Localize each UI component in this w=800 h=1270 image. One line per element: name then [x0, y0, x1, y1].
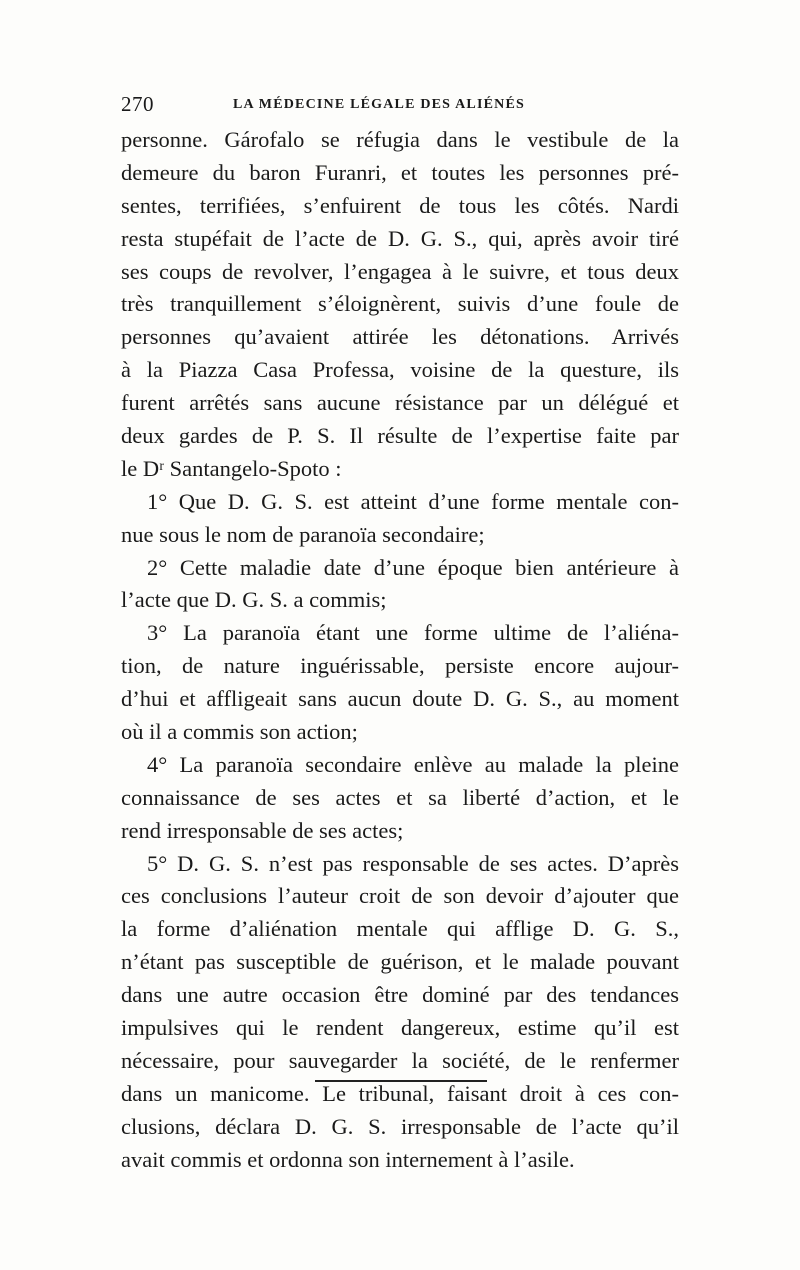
- text-line: impulsives qui le rendent dangereux, estime qu’il est: [121, 1015, 679, 1041]
- text-line: dans une autre occasion être dominé par des tendances: [121, 982, 679, 1008]
- text-line: 1° Que D. G. S. est atteint d’une forme mentale con-: [147, 488, 679, 514]
- text-line: ces conclusions l’auteur croit de son devoir d’ajouter que: [121, 883, 679, 909]
- text-line: avait commis et ordonna son internement à l’asile.: [121, 1146, 575, 1172]
- text-line: personnes qu’avaient attirée les détonations. Arrivés: [121, 324, 679, 350]
- text-line: très tranquillement s’éloignèrent, suivis d’une foule de: [121, 291, 679, 317]
- text-line: demeure du baron Furanri, et toutes les personnes pré-: [121, 159, 679, 185]
- text-line: à la Piazza Casa Professa, voisine de la questure, ils: [121, 357, 679, 383]
- text-line: resta stupéfait de l’acte de D. G. S., qui, après avoir tiré: [121, 225, 679, 251]
- text-line: 3° La paranoïa étant une forme ultime de l’aliéna-: [147, 620, 679, 646]
- text-line: 5° D. G. S. n’est pas responsable de ses actes. D’après: [147, 850, 679, 876]
- page-number: 270: [121, 92, 154, 116]
- text-line: l’acte que D. G. S. a commis;: [121, 587, 387, 613]
- page-header: [121, 92, 679, 122]
- text-line: ses coups de revolver, l’engagea à le suivre, et tous deux: [121, 258, 679, 284]
- text-line: la forme d’aliénation mentale qui afflige D. G. S.,: [121, 916, 679, 942]
- text-line: clusions, déclara D. G. S. irresponsable de l’acte qu’il: [121, 1113, 679, 1139]
- text-line: furent arrêtés sans aucune résistance par un délégué et: [121, 390, 679, 416]
- text-line: deux gardes de P. S. Il résulte de l’expertise faite par: [121, 423, 679, 449]
- text-line: tion, de nature inguérissable, persiste encore aujour-: [121, 653, 679, 679]
- text-line: sentes, terrifiées, s’enfuirent de tous les côtés. Nardi: [121, 192, 679, 218]
- end-rule-divider: [315, 1080, 487, 1082]
- text-line: n’étant pas susceptible de guérison, et le malade pouvant: [121, 949, 679, 975]
- text-body: [121, 124, 679, 1177]
- text-line: où il a commis son action;: [121, 719, 358, 745]
- text-line: rend irresponsable de ses actes;: [121, 817, 404, 843]
- text-line: personne. Gárofalo se réfugia dans le vestibule de la: [121, 127, 679, 152]
- text-line: d’hui et affligeait sans aucun doute D. G. S., au moment: [121, 686, 679, 712]
- text-line: le Dʳ Santangelo-Spoto :: [121, 455, 342, 481]
- text-line: connaissance de ses actes et sa liberté d’action, et le: [121, 784, 679, 810]
- text-line: 4° La paranoïa secondaire enlève au malade la pleine: [147, 751, 679, 777]
- text-line: 2° Cette maladie date d’une époque bien antérieure à: [147, 554, 679, 580]
- text-line: nécessaire, pour sauvegarder la société, de le renfermer: [121, 1047, 679, 1073]
- running-title: LA MÉDECINE LÉGALE DES ALIÉNÉS: [233, 97, 525, 112]
- text-line: dans un manicome. Le tribunal, faisant droit à ces con-: [121, 1080, 679, 1106]
- text-line: nue sous le nom de paranoïa secondaire;: [121, 521, 485, 547]
